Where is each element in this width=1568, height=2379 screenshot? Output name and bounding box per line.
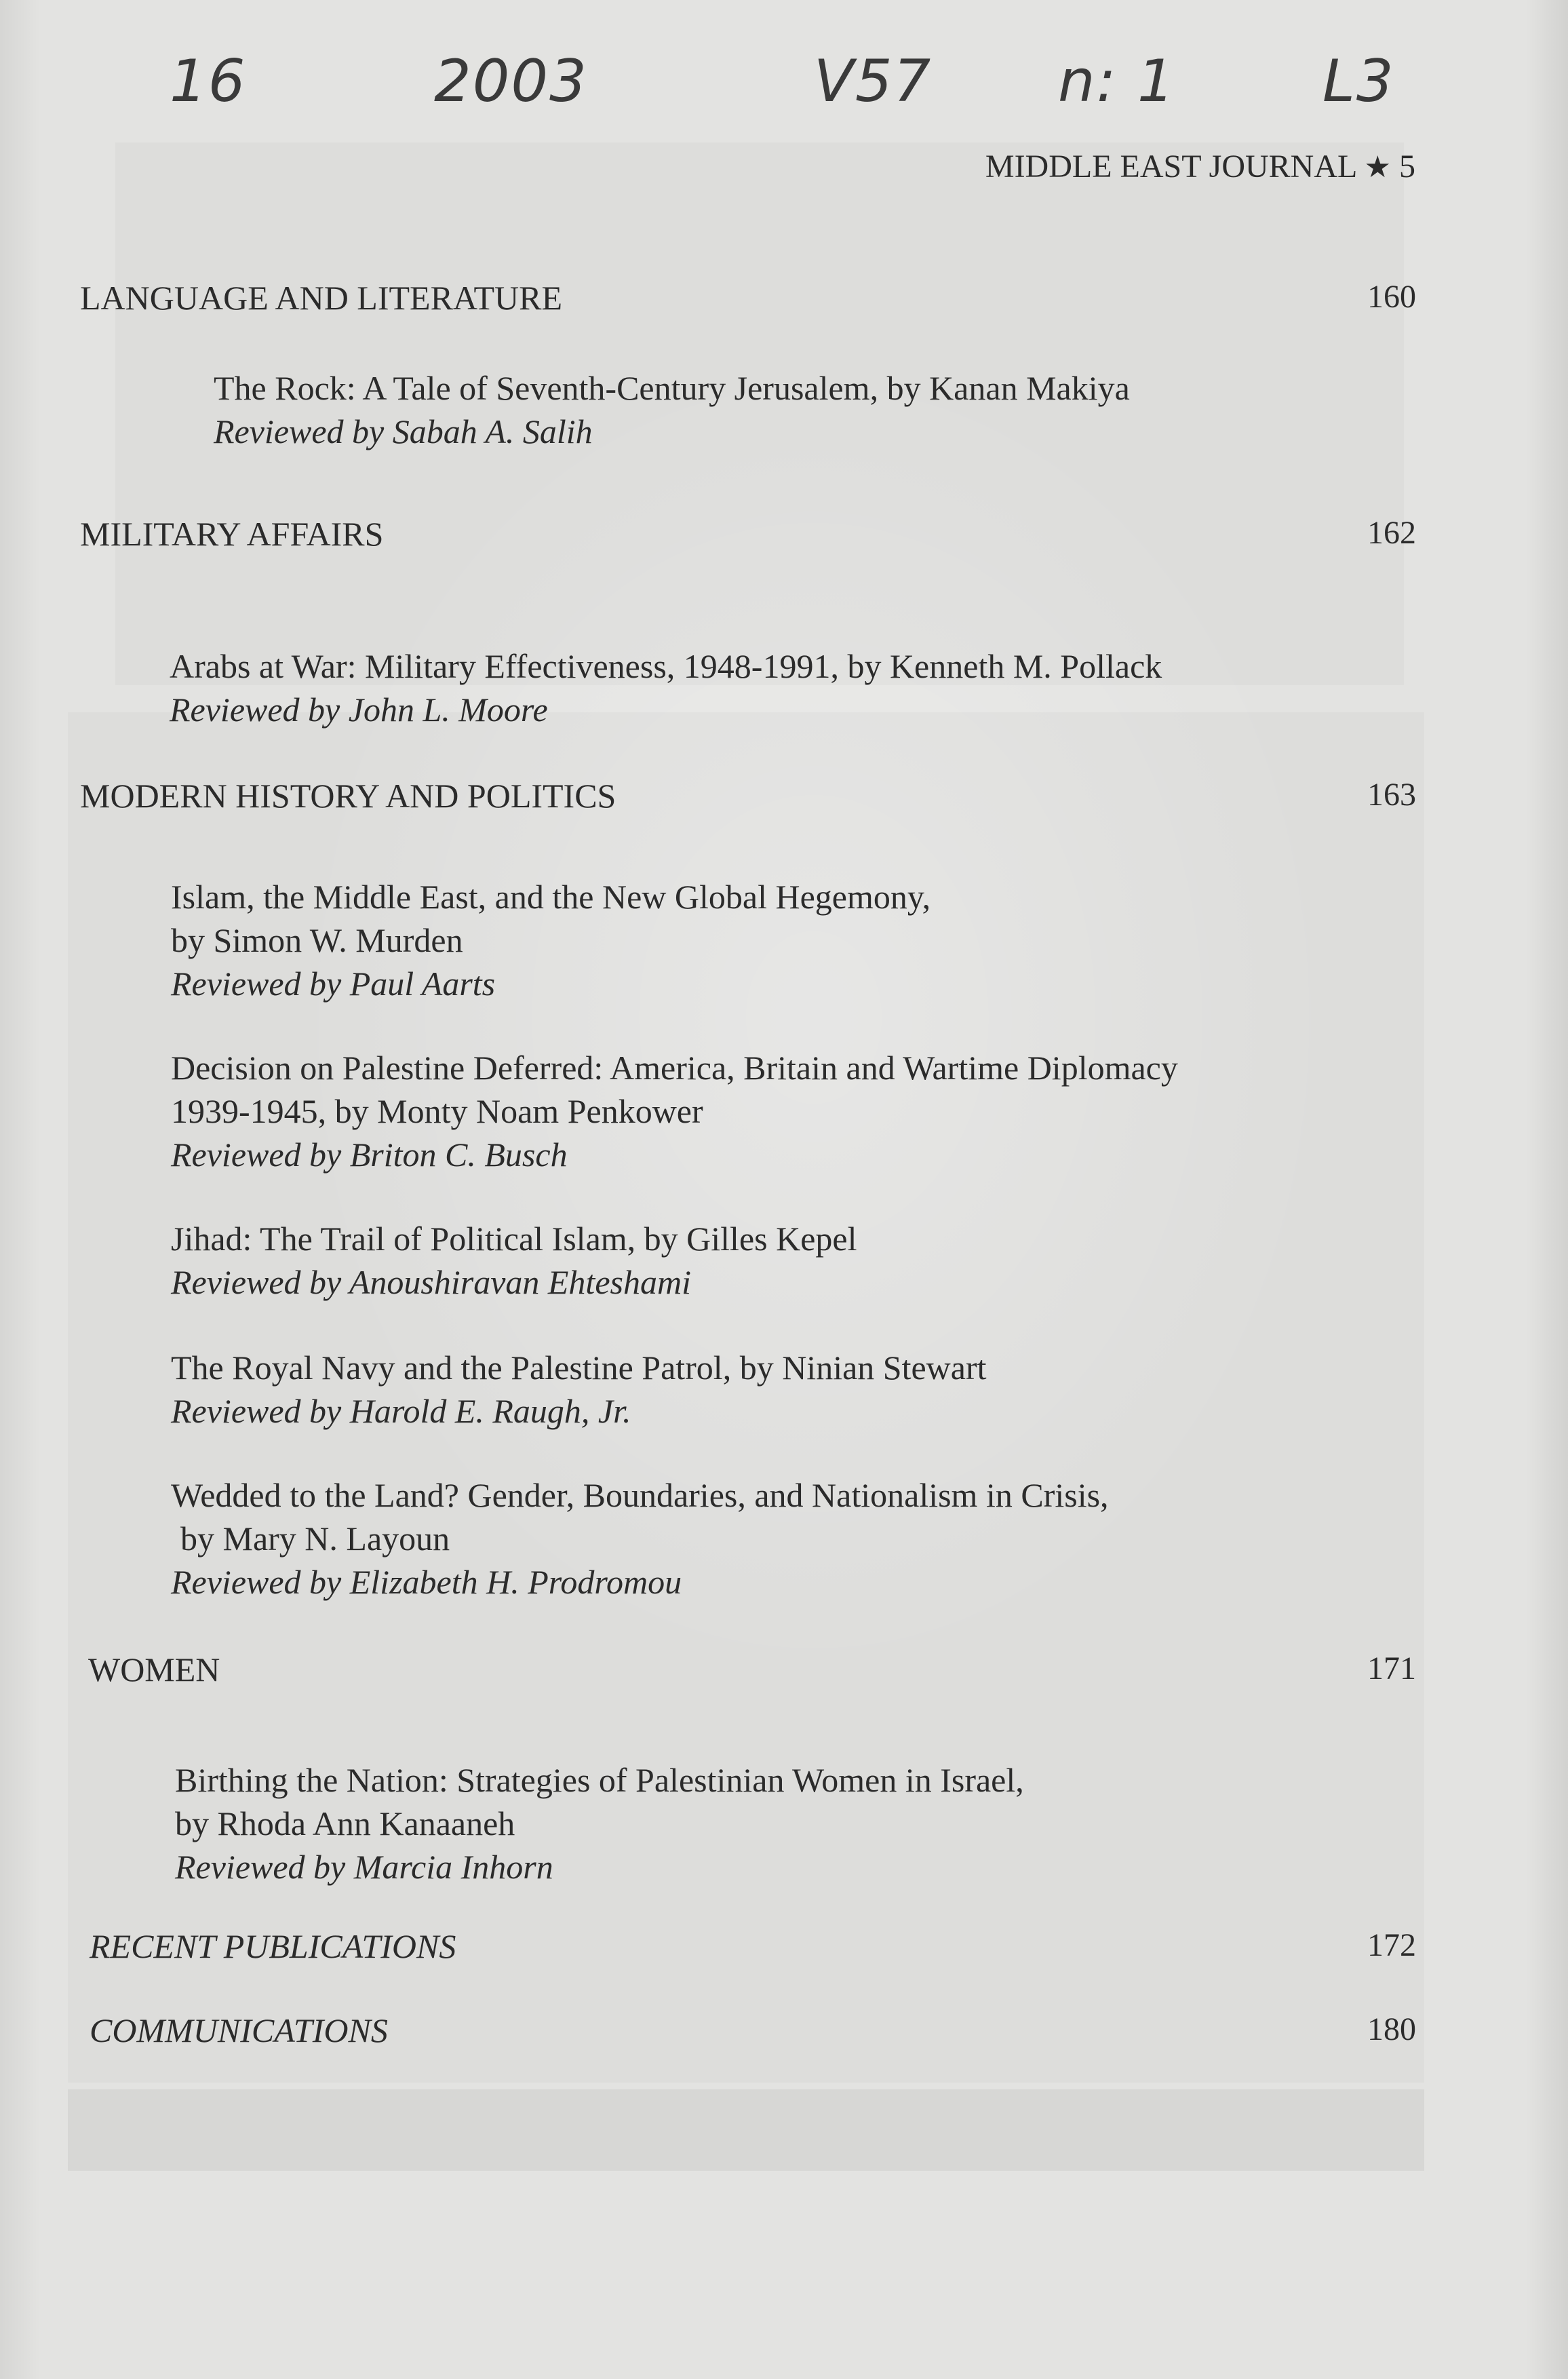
book-title-line: by Rhoda Ann Kanaaneh: [175, 1804, 515, 1842]
handwritten-note-n: n: 1: [1058, 47, 1176, 115]
section-title: MODERN HISTORY AND POLITICS: [80, 777, 616, 815]
book-title-line: Decision on Palestine Deferred: America, Britain and Wartime Diplomacy: [171, 1049, 1178, 1087]
section-page-number: 160: [1367, 279, 1416, 315]
review-entry: [171, 1217, 857, 1304]
review-entry: [171, 1473, 1109, 1604]
book-title-line: Wedded to the Land? Gender, Boundaries, and Nationalism in Crisis,: [171, 1476, 1109, 1514]
book-title-line: Arabs at War: Military Effectiveness, 1948-1991, by Kenneth M. Pollack: [170, 647, 1162, 685]
running-head: [985, 148, 1415, 185]
section-title: RECENT PUBLICATIONS: [90, 1927, 456, 1965]
section-title: WOMEN: [88, 1650, 220, 1688]
reviewer-line: Reviewed by Paul Aarts: [171, 965, 496, 1003]
reviewer-line: Reviewed by Sabah A. Salih: [214, 412, 593, 450]
reviewer-line: Reviewed by John L. Moore: [170, 691, 548, 729]
section-military-affairs: [80, 514, 1416, 555]
book-title-line: by Simon W. Murden: [171, 921, 463, 959]
section-title: LANGUAGE AND LITERATURE: [80, 279, 563, 317]
star-icon: ★: [1364, 151, 1391, 184]
review-entry: [171, 875, 930, 1005]
book-title-line: Islam, the Middle East, and the New Global Hegemony,: [171, 878, 931, 916]
section-women: [88, 1650, 1416, 1690]
show-through-band: [68, 2089, 1424, 2171]
review-entry: [214, 366, 1130, 453]
section-page-number: 172: [1367, 1927, 1416, 1963]
reviewer-line: Reviewed by Elizabeth H. Prodromou: [171, 1563, 682, 1601]
section-title: COMMUNICATIONS: [90, 2011, 388, 2049]
review-entry: [170, 644, 1162, 731]
section-recent-publications: [90, 1927, 1416, 1967]
section-language-and-literature: [80, 278, 1416, 319]
section-title: MILITARY AFFAIRS: [80, 515, 384, 553]
book-title-line: by Mary N. Layoun: [180, 1520, 450, 1558]
handwritten-note-year: 2003: [434, 47, 588, 115]
book-title-line: Jihad: The Trail of Political Islam, by Gilles Kepel: [171, 1220, 857, 1258]
section-page-number: 180: [1367, 2011, 1416, 2047]
book-title-line: The Royal Navy and the Palestine Patrol, by Ninian Stewart: [171, 1349, 987, 1387]
reviewer-line: Reviewed by Marcia Inhorn: [175, 1848, 553, 1886]
handwritten-note-v: V57: [814, 47, 933, 115]
section-page-number: 162: [1367, 515, 1416, 551]
book-title-line: 1939-1945, by Monty Noam Penkower: [171, 1092, 703, 1130]
section-modern-history-and-politics: [80, 776, 1416, 817]
journal-name: MIDDLE EAST JOURNAL: [985, 149, 1356, 185]
section-page-number: 163: [1367, 777, 1416, 813]
section-communications: [90, 2011, 1416, 2051]
running-head-page-number: 5: [1399, 149, 1415, 185]
review-entry: [175, 1758, 1024, 1889]
section-page-number: 171: [1367, 1650, 1416, 1686]
handwritten-note-l: L3: [1322, 47, 1395, 115]
reviewer-line: Reviewed by Anoushiravan Ehteshami: [171, 1263, 691, 1301]
book-title-line: Birthing the Nation: Strategies of Palestinian Women in Israel,: [175, 1761, 1024, 1799]
reviewer-line: Reviewed by Harold E. Raugh, Jr.: [171, 1392, 631, 1430]
book-title-line: The Rock: A Tale of Seventh-Century Jerusalem, by Kanan Makiya: [214, 369, 1130, 407]
review-entry: [171, 1046, 1178, 1176]
handwritten-note-volume: 16: [170, 47, 247, 115]
review-entry: [171, 1346, 987, 1433]
reviewer-line: Reviewed by Briton C. Busch: [171, 1136, 568, 1174]
